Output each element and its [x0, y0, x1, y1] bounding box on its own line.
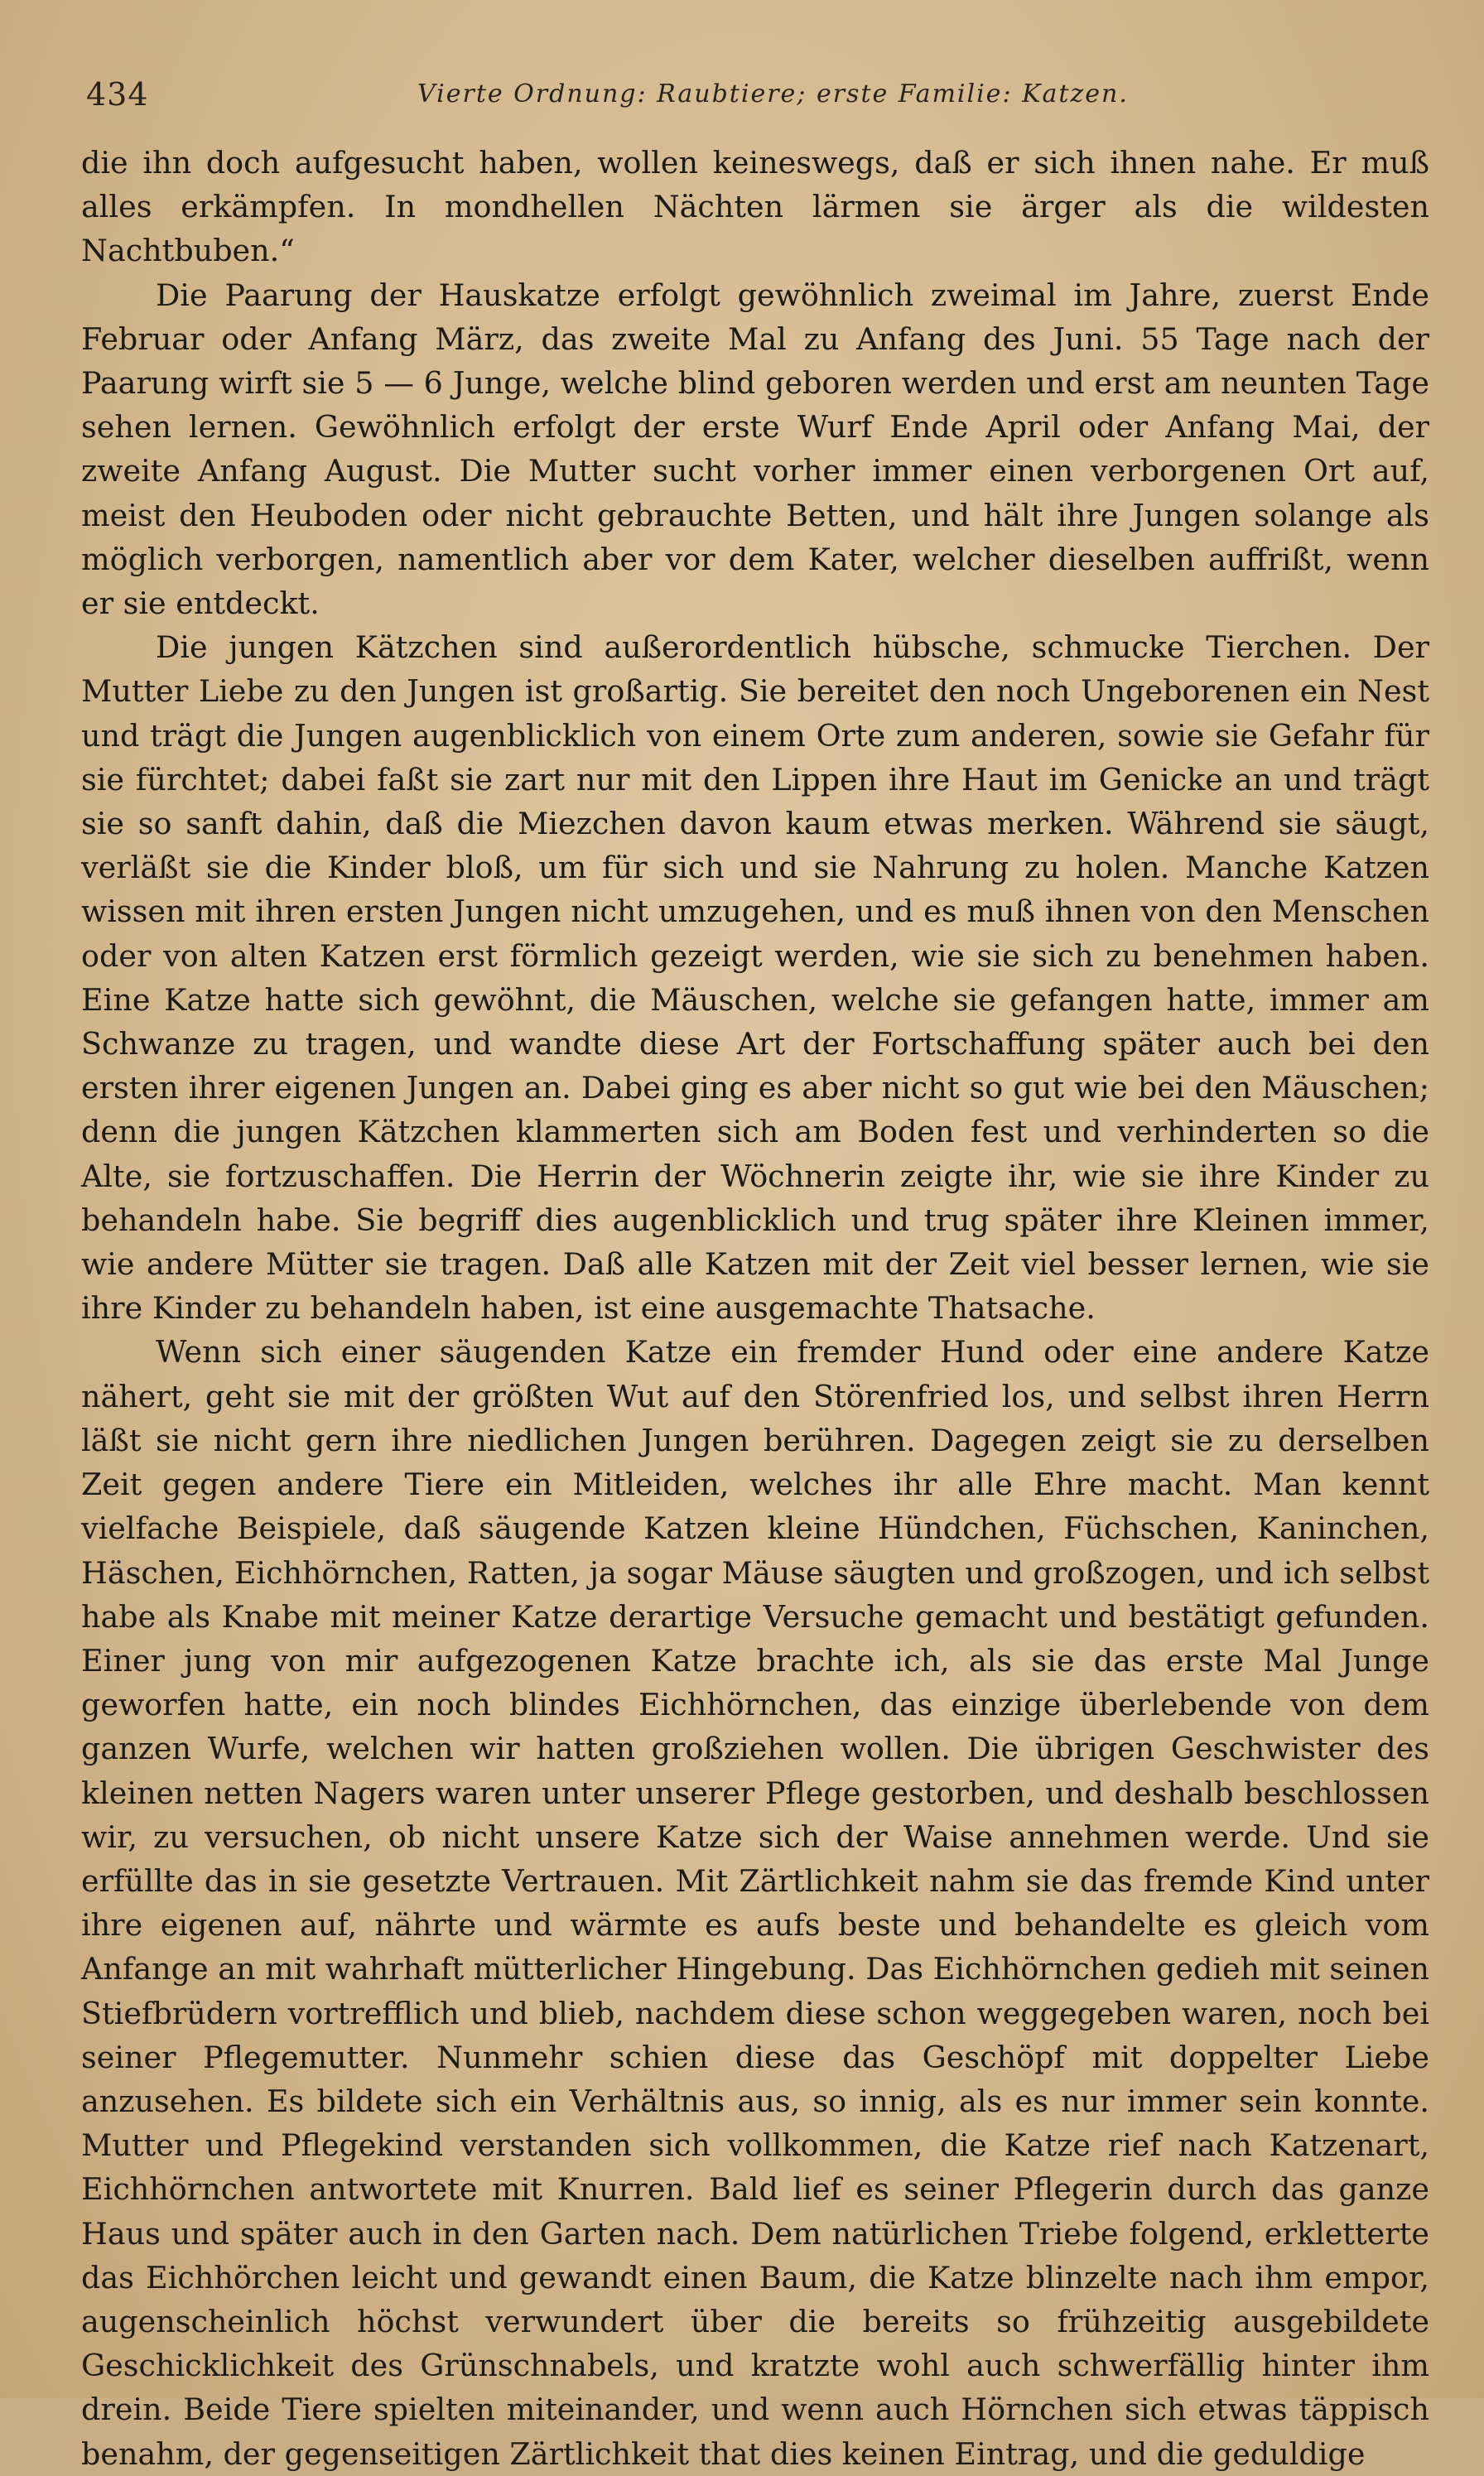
page-number: 434 [86, 76, 149, 113]
paragraph: die ihn doch aufgesucht haben, wollen keineswegs, daß er sich ihnen nahe. Er muß alles erkämpfen. In mondhellen Nächten lärmen sie ärger als die wildesten Nachtbuben.“ [81, 145, 1429, 269]
page-header [86, 76, 1436, 118]
body-text [81, 141, 1429, 2476]
paragraph: Wenn sich einer säugenden Katze ein fremder Hund oder eine andere Katze nähert, geht sie mit der größten Wut auf den Störenfried los, und selbst ihren Herrn läßt sie nicht gern ihre niedlichen Jungen berühren. Dagegen zeigt sie zu derselben Zeit gegen andere Tiere ein Mitleiden, welches ihr alle Ehre macht. Man kennt vielfache Beispiele, daß säugende Katzen kleine Hündchen, Füchschen, Kaninchen, Häschen, Eichhörnchen, Ratten, ja sogar Mäuse säugten und großzogen, und ich selbst habe als Knabe mit meiner Katze derartige Versuche gemacht und bestätigt gefunden. Einer jung von mir aufgezogenen Katze brachte ich, als sie das erste Mal Junge geworfen hatte, ein noch blindes Eichhörnchen, das einzige überlebende von dem ganzen Wurfe, welchen wir hatten großziehen wollen. Die übrigen Geschwister des kleinen netten Nagers waren unter unserer Pflege gestorben, und deshalb beschlossen wir, zu versuchen, ob nicht unsere Katze sich der Waise annehmen werde. Und sie erfüllte das in sie gesetzte Vertrauen. Mit Zärtlichkeit nahm sie das fremde Kind unter ihre eigenen auf, nährte und wärmte es aufs beste und behandelte es gleich vom Anfange an mit wahrhaft mütterlicher Hingebung. Das Eichhörnchen gedieh mit seinen Stiefbrüdern vortrefflich und blieb, nachdem diese schon weggegeben waren, noch bei seiner Pflegemutter. Nunmehr schien diese das Geschöpf mit doppelter Liebe anzusehen. Es bildete sich ein Verhältnis aus, so innig, als es nur immer sein konnte. Mutter und Pflegekind verstanden sich vollkommen, die Katze rief nach Katzenart, Eichhörnchen antwortete mit Knurren. Bald lief es seiner Pflegerin durch das ganze Haus und später auch in den Garten nach. Dem natürlichen Triebe folgend, erkletterte das Eichhörchen leicht und gewandt einen Baum, die Katze blinzelte nach ihm empor, augenscheinlich höchst verwundert über die bereits so frühzeitig ausgebildete Geschicklichkeit des Grünschnabels, und kratzte wohl auch schwerfällig hinter ihm drein. Beide Tiere spielten miteinander, und wenn auch Hörnchen sich etwas täppisch benahm, der gegenseitigen Zärtlichkeit that dies keinen Eintrag, und die geduldige [81, 1334, 1429, 2472]
paragraph: Die jungen Kätzchen sind außerordentlich hübsche, schmucke Tierchen. Der Mutter Liebe zu den Jungen ist großartig. Sie bereitet den noch Ungeborenen ein Nest und trägt die Jungen augenblicklich von einem Orte zum anderen, sowie sie Gefahr für sie fürchtet; dabei faßt sie zart nur mit den Lippen ihre Haut im Genicke an und trägt sie so sanft dahin, daß die Miezchen davon kaum etwas merken. Während sie säugt, verläßt sie die Kinder bloß, um für sich und sie Nahrung zu holen. Manche Katzen wissen mit ihren ersten Jungen nicht umzugehen, und es muß ihnen von den Menschen oder von alten Katzen erst förmlich gezeigt werden, wie sie sich zu benehmen haben. Eine Katze hatte sich gewöhnt, die Mäuschen, welche sie gefangen hatte, immer am Schwanze zu tragen, und wandte diese Art der Fortschaffung später auch bei den ersten ihrer eigenen Jungen an. Dabei ging es aber nicht so gut wie bei den Mäuschen; denn die jungen Kätzchen klammerten sich am Boden fest und verhinderten so die Alte, sie fortzuschaffen. Die Herrin der Wöchnerin zeigte ihr, wie sie ihre Kinder zu behandeln habe. Sie begriff dies augenblicklich und trug später ihre Kleinen immer, wie andere Mütter sie tragen. Daß alle Katzen mit der Zeit viel besser lernen, wie sie ihre Kinder zu behandeln haben, ist eine ausgemachte Thatsache. [81, 629, 1429, 1327]
paragraph: Die Paarung der Hauskatze erfolgt gewöhnlich zweimal im Jahre, zuerst Ende Februar oder Anfang März, das zweite Mal zu Anfang des Juni. 55 Tage nach der Paarung wirft sie 5 — 6 Junge, welche blind geboren werden und erst am neunten Tage sehen lernen. Gewöhnlich erfolgt der erste Wurf Ende April oder Anfang Mai, der zweite Anfang August. Die Mutter sucht vorher immer einen verborgenen Ort auf, meist den Heuboden oder nicht gebrauchte Betten, und hält ihre Jungen solange als möglich verborgen, namentlich aber vor dem Kater, welcher dieselben auffrißt, wenn er sie entdeckt. [81, 277, 1429, 622]
running-head: Vierte Ordnung: Raubtiere; erste Familie: Katzen. [417, 79, 1129, 108]
